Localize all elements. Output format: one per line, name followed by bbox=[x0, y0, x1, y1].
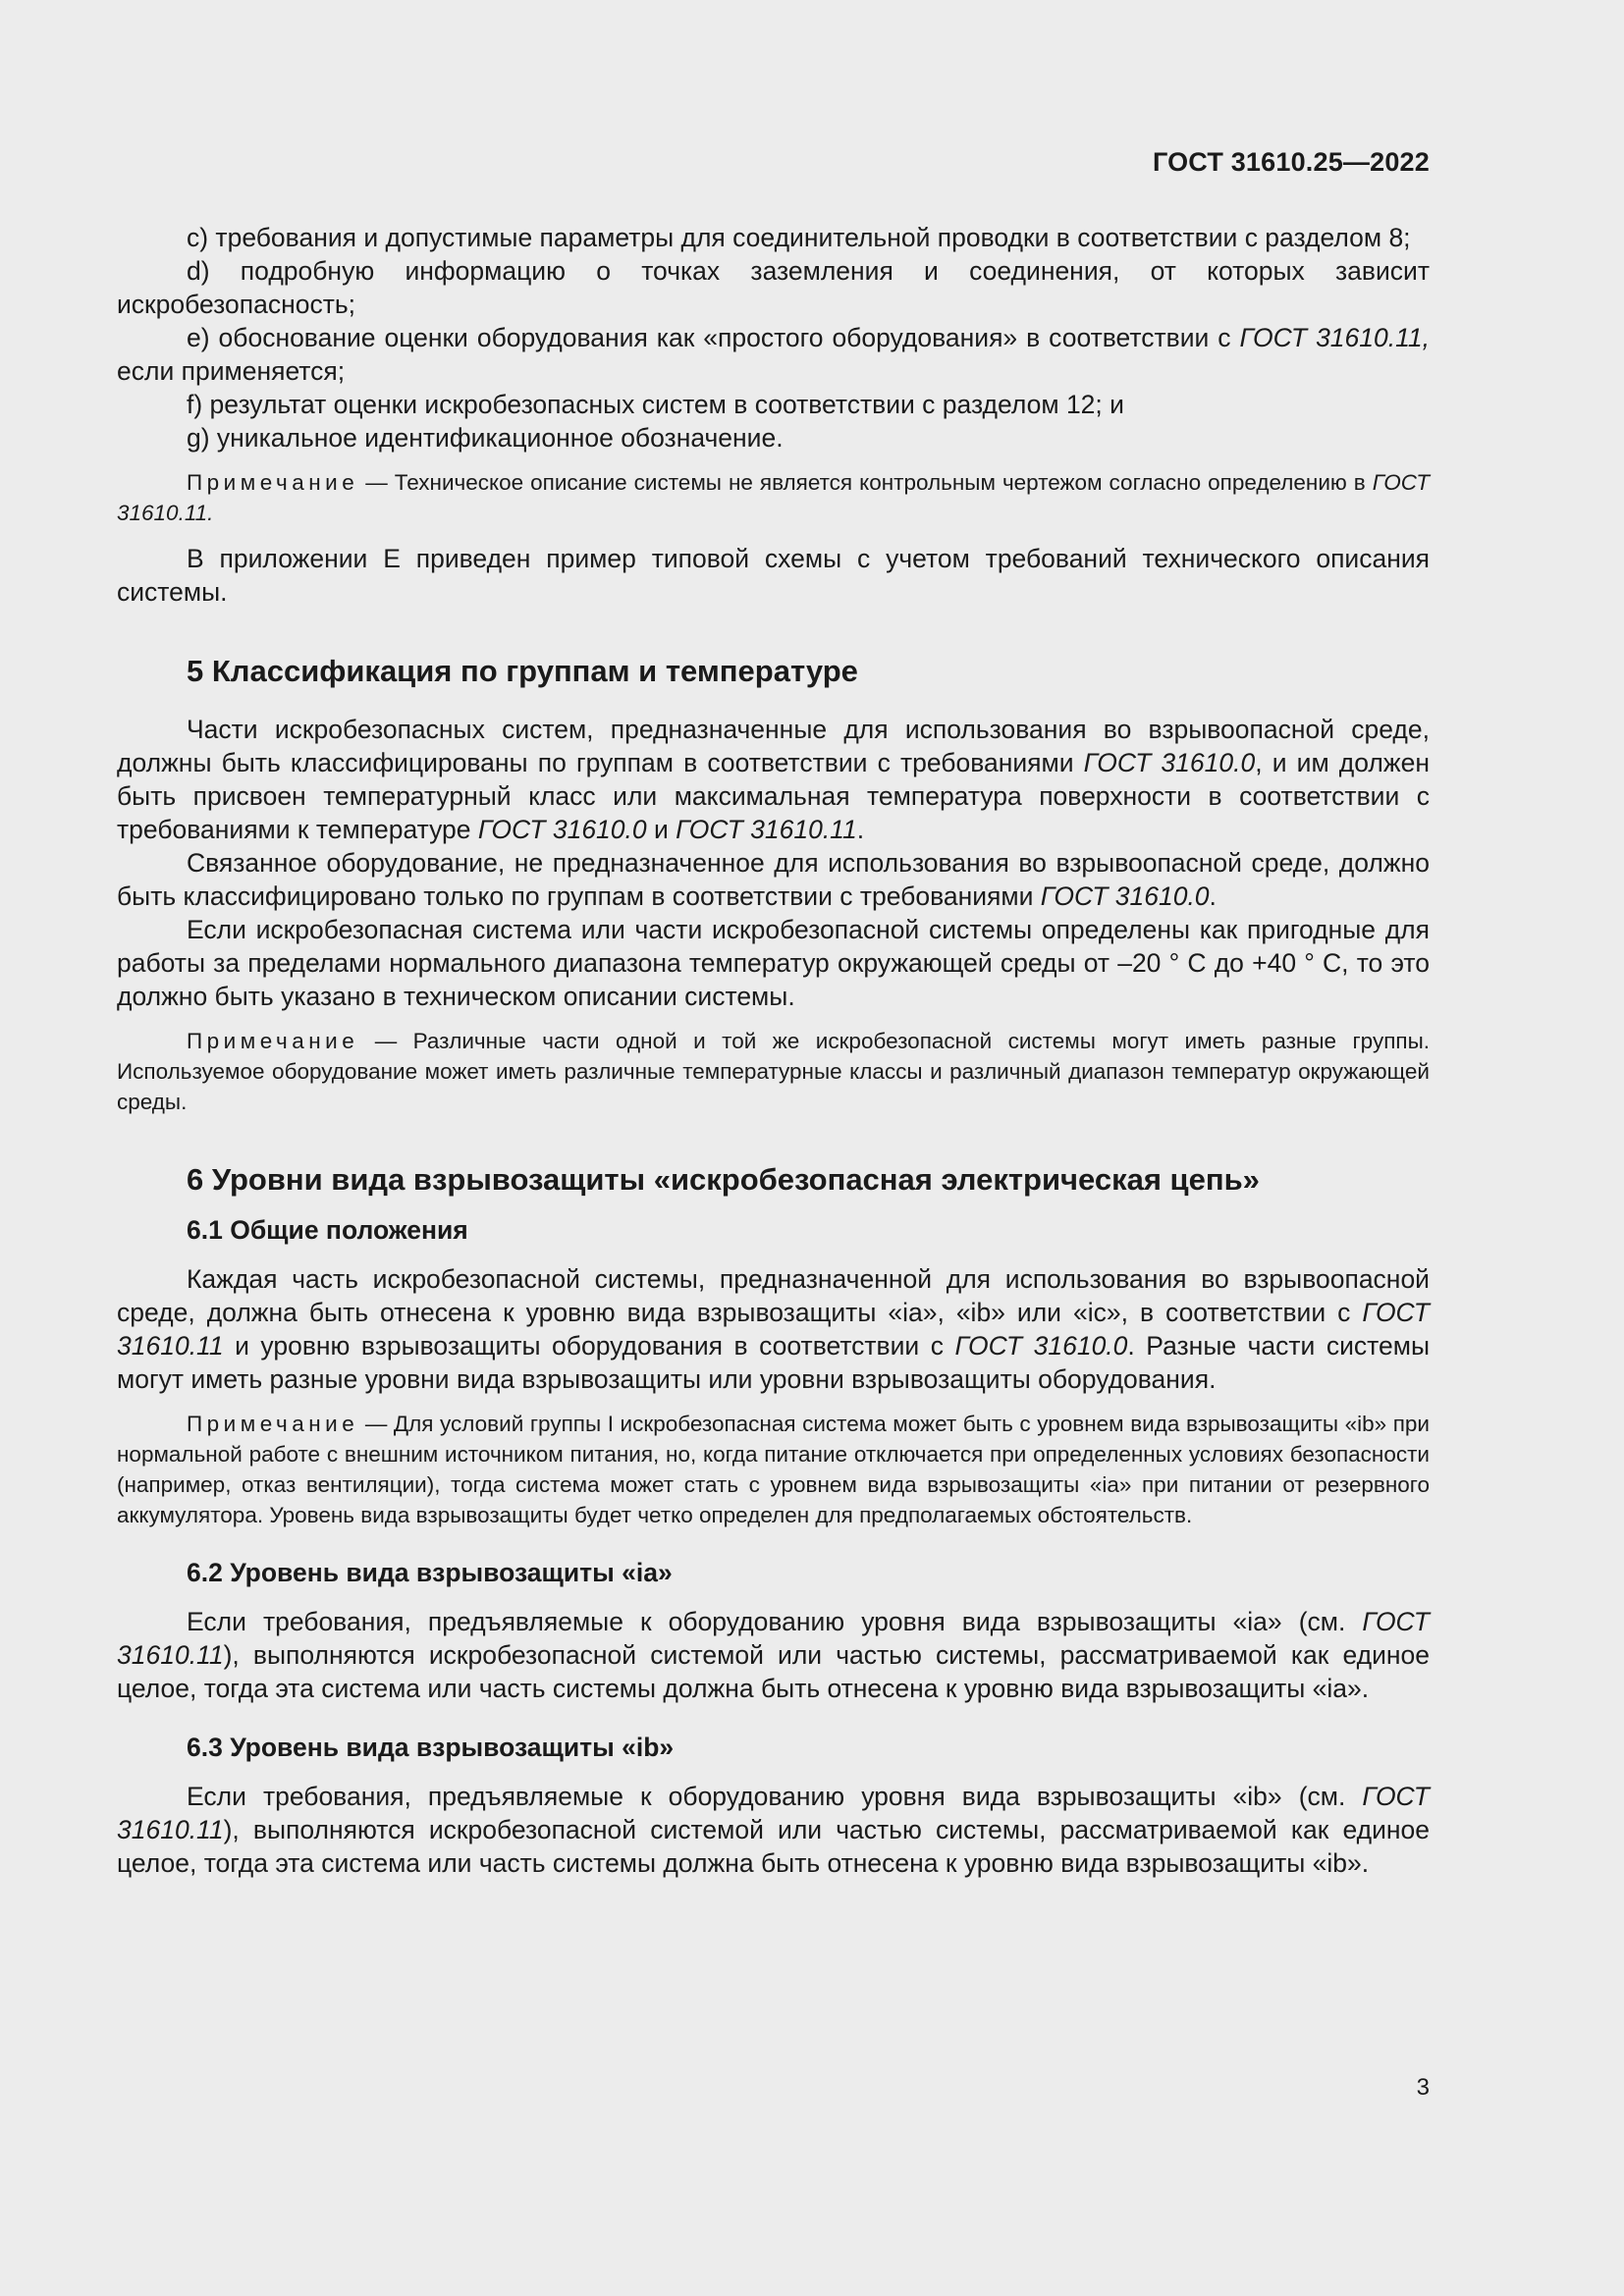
section-6-2-heading: 6.2 Уровень вида взрывозащиты «ia» bbox=[187, 1558, 673, 1587]
list-item-e: e) обоснование оценки оборудования как «простого оборудования» в соответствии с ГОСТ 31610.11, если применяется; bbox=[117, 323, 1430, 386]
section-6-1-note: Примечание — Для условий группы I искробезопасная система может быть с уровнем вида взрывозащиты «ib» при нормальной работе с внешним источником питания, но, когда питание отключается при определенных условиях безопасности (например, отказ вентиляции), тогда система может стать с уровнем вида взрывозащиты «ia» при питании от резервного аккумулятора. Уровень вида взрывозащиты будет четко определен для предполагаемых обстоятельств. bbox=[117, 1412, 1430, 1527]
note-label: Примечание bbox=[187, 1412, 359, 1436]
list-item-c: c) требования и допустимые параметры для соединительной проводки в соответствии с разделом 8; bbox=[187, 223, 1411, 252]
standard-ref: ГОСТ 31610.11, bbox=[1239, 323, 1430, 352]
section-6-1-heading: 6.1 Общие положения bbox=[187, 1215, 468, 1245]
list-item-f: f) результат оценки искробезопасных систем в соответствии с разделом 12; и bbox=[187, 390, 1124, 419]
note-label: Примечание bbox=[187, 470, 359, 495]
section-6-3-heading: 6.3 Уровень вида взрывозащиты «ib» bbox=[187, 1733, 675, 1762]
note-1: Примечание — Техническое описание системы не является контрольным чертежом согласно определению в ГОСТ 31610.11. bbox=[117, 470, 1430, 525]
appendix-paragraph: В приложении Е приведен пример типовой схемы с учетом требований технического описания системы. bbox=[117, 544, 1430, 607]
section-5-paragraph-2: Связанное оборудование, не предназначенное для использования во взрывоопасной среде, должно быть классифицировано только по группам в соответствии с требованиями ГОСТ 31610.0. bbox=[117, 848, 1430, 911]
section-6-heading: 6 Уровни вида взрывозащиты «искробезопасная электрическая цепь» bbox=[187, 1162, 1260, 1197]
note-label: Примечание bbox=[187, 1029, 359, 1053]
section-5-note: Примечание — Различные части одной и той же искробезопасной системы могут иметь разные группы. Используемое оборудование может иметь различные температурные классы и различный диапазон температур окружающей среды. bbox=[117, 1029, 1430, 1114]
page-number: 3 bbox=[1416, 2074, 1430, 2101]
section-6-3-paragraph: Если требования, предъявляемые к оборудованию уровня вида взрывозащиты «ib» (см. ГОСТ 31610.11), выполняются искробезопасной системой или частью системы, рассматриваемой как единое целое, тогда эта система или часть системы должна быть отнесена к уровню вида взрывозащиты «ib». bbox=[117, 1782, 1430, 1878]
section-5-paragraph-1: Части искробезопасных систем, предназначенные для использования во взрывоопасной среде, должны быть классифицированы по группам в соответствии с требованиями ГОСТ 31610.0, и им должен быть присвоен температурный класс или максимальная температура поверхности в соответствии с требованиями к температуре ГОСТ 31610.0 и ГОСТ 31610.11. bbox=[117, 715, 1430, 844]
section-5-heading: 5 Классификация по группам и температуре bbox=[187, 654, 858, 688]
list-item-g: g) уникальное идентификационное обозначение. bbox=[187, 423, 784, 453]
page-content bbox=[117, 221, 1430, 1880]
section-6-2-paragraph: Если требования, предъявляемые к оборудованию уровня вида взрывозащиты «ia» (см. ГОСТ 31610.11), выполняются искробезопасной системой или частью системы, рассматриваемой как единое целое, тогда эта система или часть системы должна быть отнесена к уровню вида взрывозащиты «ia». bbox=[117, 1607, 1430, 1703]
section-5-paragraph-3: Если искробезопасная система или части искробезопасной системы определены как пригодные для работы за пределами нормального диапазона температур окружающей среды от –20 ° С до +40 ° С, то это должно быть указано в техническом описании системы. bbox=[117, 915, 1430, 1011]
standard-ref: ГОСТ 31610.11. bbox=[117, 470, 1430, 525]
section-6-1-paragraph: Каждая часть искробезопасной системы, предназначенной для использования во взрывоопасной среде, должна быть отнесена к уровню вида взрывозащиты «ia», «ib» или «ic», в соответствии с ГОСТ 31610.11 и уровню взрывозащиты оборудования в соответствии с ГОСТ 31610.0. Разные части системы могут иметь разные уровни вида взрывозащиты или уровни взрывозащиты оборудования. bbox=[117, 1264, 1431, 1394]
document-code: ГОСТ 31610.25—2022 bbox=[1152, 147, 1430, 177]
list-item-d: d) подробную информацию о точках заземления и соединения, от которых зависит искробезопасность; bbox=[117, 256, 1430, 319]
